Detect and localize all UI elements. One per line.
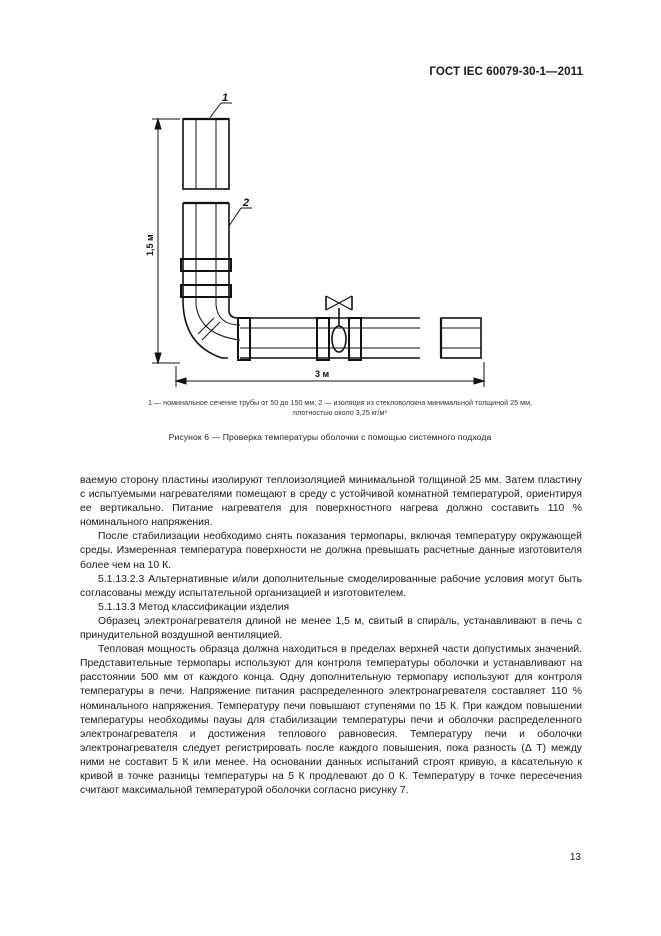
page-number: 13	[569, 852, 581, 863]
dimension-label: 3 м	[315, 369, 330, 379]
document-header: ГОСТ IEC 60079-30-1—2011	[429, 66, 583, 78]
paragraph: 5.1.13.2.3 Альтернативные и/или дополнительные смоделированные рабочие условия могут быть согласованы между испытательной организацией и изготовителем.	[80, 573, 582, 599]
figure-legend-line: 1 — номинальное сечение трубы от 50 до 150 мм; 2 — изоляция из стекловолокна минимальной толщиной 25 мм,	[147, 398, 533, 407]
body-text	[80, 474, 582, 798]
paragraph: После стабилизации необходимо снять показания термопары, включая температуру окружающей среды. Измеренная температура поверхности не должна превышать расчетные данные изготовителя более чем на 10 К.	[80, 531, 582, 571]
callout-label: 2	[243, 197, 250, 209]
pipe-elbow	[196, 305, 240, 340]
insulation-band	[349, 318, 361, 360]
insulation-band	[317, 318, 329, 360]
insulation-band	[181, 259, 231, 297]
callout-label: 1	[222, 92, 229, 104]
paragraph: ваемую сторону пластины изолируют теплоизоляцией минимальной толщиной 25 мм. Затем пластину с испытуемыми нагревателями помещают в среду с устойчивой комнатной температурой, ориентируя ее вертикально. Питание нагревателя для поверхностного нагрева должно составить 110 % номинального напряжения.	[80, 475, 582, 529]
pipe-test-figure	[0, 0, 661, 400]
figure-title: Рисунок 6 — Проверка температуры оболочки с помощью системного подхода	[168, 432, 492, 442]
insulation-band	[238, 318, 250, 360]
pipe-vertical-segment	[183, 203, 246, 358]
dimension-label: 1,5 м	[145, 234, 155, 256]
figure-legend-line: плотностью около 3,25 кг/м³	[293, 408, 387, 417]
pipe-upper-segment	[183, 119, 229, 189]
paragraph: Тепловая мощность образца должна находиться в пределах верхней части допустимых значений. Представительные термопары используют для контроля температуры оболочки и устанавливают на расстоянии 500 мм от каждого конца. Одну дополнительную термопару используют для контроля температуры в печи. Напряжение питания распределенного электронагревателя составляет 110 % номинального напряжения. Температуру печи повышают ступенями по 15 К. При каждом повышении температуры необходимы паузы для стабилизации температуры печи и оболочки распределенного электронагревателя и достижения теплового равновесия. Температуру печи и оболочки электронагревателя следует регистрировать после каждого повышения, пока разность (Δ T) между ними не составит 5 К или менее. На основании данных испытаний строят кривую, а касательную к кривой в точке разницы температуры на 5 К продлевают до 0 К. Температуру в точке пересечения считают максимальной температурой оболочки согласно рисунку 7.	[80, 644, 582, 797]
section-heading: 5.1.13.3 Метод классификации изделия	[98, 601, 290, 613]
paragraph: Образец электронагревателя длиной не менее 1,5 м, свитый в спираль, устанавливают в печь с принудительной воздушной вентиляцией.	[80, 615, 582, 642]
